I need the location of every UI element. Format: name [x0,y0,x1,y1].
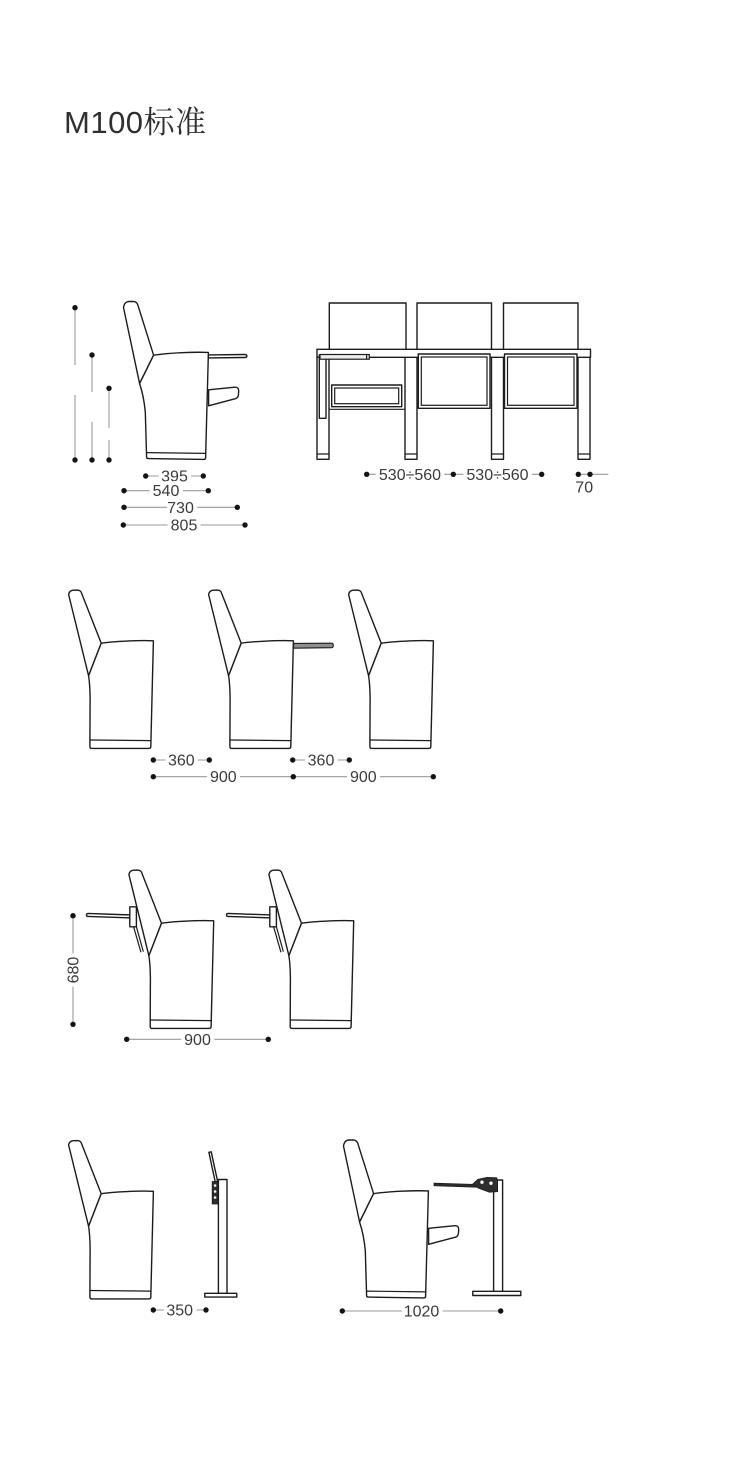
stand-base [205,1293,237,1297]
dim-label-row-pitch: 900 [184,1031,211,1049]
dimension [151,1303,209,1320]
view-open-tablet-row [66,870,354,1049]
view-stand-closed [69,1141,237,1320]
tablet-stand-folded [205,1152,237,1297]
stand-column [494,1180,503,1294]
dim-label-805: 805 [170,517,198,535]
tablet-hinge-mechanism [473,1177,498,1192]
leg [405,357,417,459]
seat-panel [418,354,490,408]
view-stand-open [340,1140,521,1321]
dimension [340,1304,504,1321]
seat-bay-folded [505,354,578,408]
dim-label-leg-width: 70 [575,479,594,497]
seat-bay-folded [418,354,490,408]
dim-label-stand-gap: 350 [166,1302,194,1320]
dim-label-730: 730 [167,499,194,517]
tablet-assembly-2 [227,907,284,952]
leg [578,357,590,459]
stand-column [218,1180,227,1294]
dim-label-540: 540 [152,483,180,501]
stand-base [473,1291,521,1295]
dim-label-total-depth: 1020 [403,1303,440,1321]
row-dimensions [151,753,436,787]
height-dim-lines [72,305,111,463]
writing-tablet [320,355,369,360]
view-closed-seat-row [69,590,436,786]
tablet-seat-1 [129,870,214,1028]
tablet-assembly-1 [87,907,144,952]
tablet-seat-2 [269,870,354,1028]
leg [492,357,504,459]
seat-panel [505,354,578,408]
armrest-seat [344,1140,459,1298]
dim-label-clearance-2: 360 [307,752,335,770]
single-seat-drawing [124,301,247,459]
closed-seat-2 [209,590,294,748]
dim-label-row-pitch-1: 900 [209,769,237,787]
dim-label-pitch-1: 530÷560 [378,466,442,484]
page-title: M100标准 [64,105,207,140]
writing-tablet [294,643,334,648]
dim-label-pitch-2: 530÷560 [466,466,529,484]
deployed-tablet [434,1183,477,1187]
dim-label-row-pitch-2: 900 [349,769,377,787]
seat-bay-with-tablet [319,355,405,419]
view-front-three-seats [317,303,608,497]
backrest-panel [504,303,579,349]
backrest-panel [329,303,406,349]
closed-seat-1 [69,590,154,748]
width-dimensions [121,469,248,535]
backrests [329,303,578,349]
dim-label-clearance-1: 360 [167,752,195,770]
dim-label-395: 395 [161,468,188,486]
tablet-support [319,355,326,418]
pitch-dimensions [364,467,608,497]
view-side-single-seat [72,301,247,534]
backrest-panel [417,303,492,349]
closed-seat-3 [349,590,434,748]
dim-label-tablet-height: 680 [65,956,83,984]
folded-tablet [209,1152,218,1182]
closed-seat [69,1141,154,1299]
writing-tablet [208,355,247,358]
